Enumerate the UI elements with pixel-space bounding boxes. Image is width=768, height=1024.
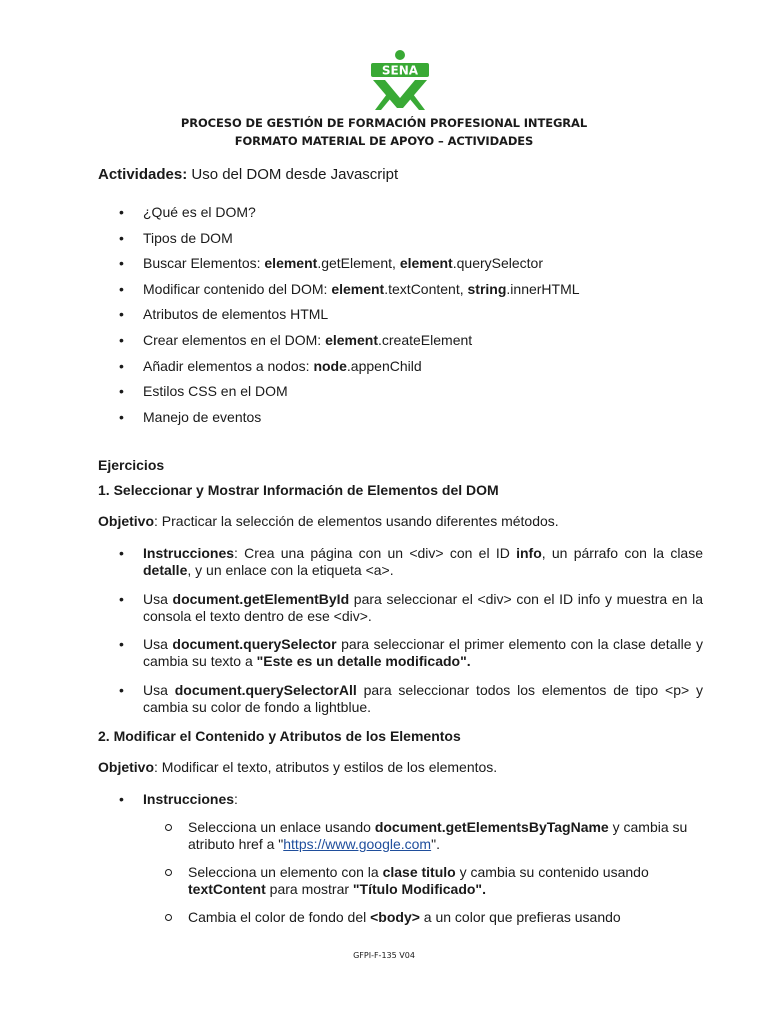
google-link[interactable]: https://www.google.com [283, 836, 432, 852]
header-line-1: PROCESO DE GESTIÓN DE FORMACIÓN PROFESIONAL INTEGRAL [180, 116, 588, 130]
sub-bullet-circle [165, 824, 172, 831]
ejercicios-heading: Ejercicios [98, 457, 165, 473]
exercise-1-step-queryselectorall: Usa document.querySelectorAll para seleccionar todos los elementos de tipo <p> y cambia su color de fondo a lightblue. [143, 682, 703, 715]
exercise-1-step-getelementbyid: Usa document.getElementById para seleccionar el <div> con el ID info y muestra en la consola el texto dentro de ese <div>. [143, 591, 703, 624]
sub-bullet-circle [165, 914, 172, 921]
footer-code: GFPI-F-135 V04 [353, 951, 415, 960]
topic-item: • Buscar Elementos: element.getElement, element.querySelector [98, 251, 718, 277]
header-line-2: FORMATO MATERIAL DE APOYO – ACTIVIDADES [234, 134, 534, 148]
exercise-2-step-textcontent: Selecciona un elemento con la clase titulo y cambia su contenido usando textContent para mostrar "Título Modificado". [188, 864, 649, 897]
topic-item: • Manejo de eventos [98, 405, 718, 431]
topic-item: • Crear elementos en el DOM: element.createElement [98, 328, 718, 354]
exercise-2-instructions-label: Instrucciones: [143, 791, 238, 807]
topic-item: • Añadir elementos a nodos: node.appenChild [98, 354, 718, 380]
title-label: Actividades: [98, 166, 188, 183]
bullet-dot: • [119, 591, 124, 607]
sub-bullet-circle [165, 869, 172, 876]
exercise-1-objective: Objetivo: Practicar la selección de elementos usando diferentes métodos. [98, 513, 559, 529]
topic-item: • Atributos de elementos HTML [98, 302, 718, 328]
exercise-1-instructions: Instrucciones: Crea una página con un <div> con el ID info, un párrafo con la clase detalle, y un enlace con la etiqueta <a>. [143, 545, 703, 578]
topic-item: • Modificar contenido del DOM: element.textContent, string.innerHTML [98, 277, 718, 303]
exercise-1-step-queryselector: Usa document.querySelector para seleccionar el primer elemento con la clase detalle y cambia su texto a "Este es un detalle modificado". [143, 636, 703, 669]
bullet-dot: • [119, 682, 124, 698]
topic-item: • Tipos de DOM [98, 226, 718, 252]
title-text: Uso del DOM desde Javascript [187, 166, 399, 183]
exercise-1-heading: 1. Seleccionar y Mostrar Información de Elementos del DOM [98, 482, 499, 498]
logo-text: SENA [381, 63, 419, 78]
topic-item: • Estilos CSS en el DOM [98, 379, 718, 405]
exercise-2-objective: Objetivo: Modificar el texto, atributos y estilos de los elementos. [98, 759, 498, 775]
exercise-2-step-href: Selecciona un enlace usando document.getElementsByTagName y cambia su atributo href a "https://www.google.com". [188, 819, 688, 852]
topic-item: • ¿Qué es el DOM? [98, 200, 718, 226]
bullet-dot: • [119, 791, 124, 807]
exercise-2-heading: 2. Modificar el Contenido y Atributos de los Elementos [98, 728, 461, 744]
sena-logo [369, 50, 431, 112]
topics-list [98, 200, 718, 430]
bullet-dot: • [119, 636, 124, 652]
exercise-2-step-background: Cambia el color de fondo del <body> a un color que prefieras usando [188, 909, 621, 925]
activities-title [98, 166, 398, 183]
bullet-dot: • [119, 545, 124, 561]
